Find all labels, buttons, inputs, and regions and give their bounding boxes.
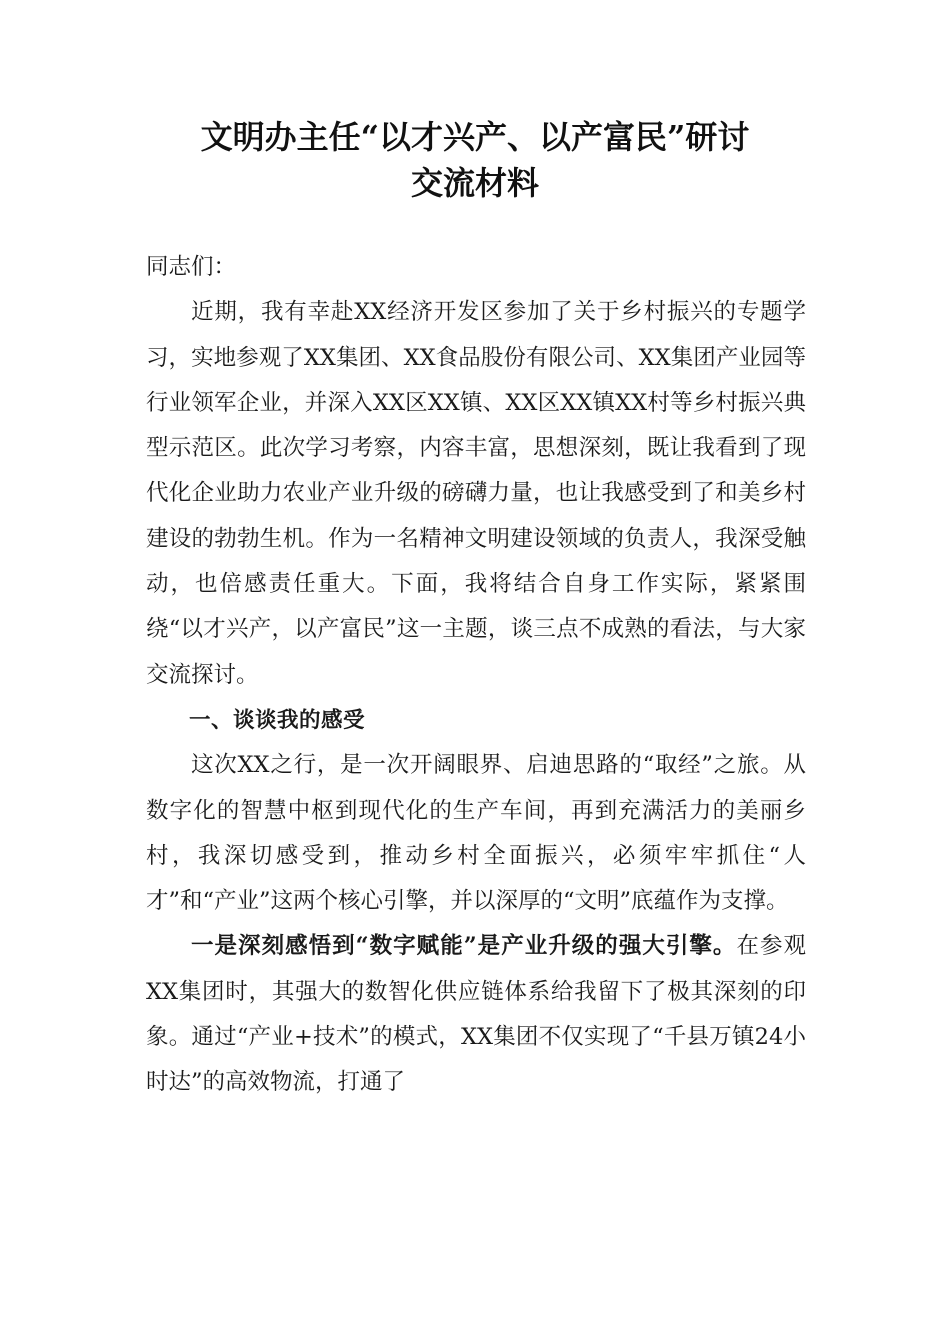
point-1-paragraph	[146, 924, 806, 1105]
salutation: 同志们：	[146, 254, 237, 280]
document-title-line-1: 文明办主任“以才兴产、以产富民”研讨	[200, 118, 750, 156]
intro-paragraph: 近期，我有幸赴XX经济开发区参加了关于乡村振兴的专题学习，实地参观了XX集团、XX食品股份有限公司、XX集团产业园等行业领军企业，并深入XX区XX镇、XX区XX镇XX村等乡村振兴典型示范区。此次学习考察，内容丰富，思想深刻，既让我看到了现代化企业助力农业产业升级的磅礴力量，也让我感受到了和美乡村建设的勃勃生机。作为一名精神文明建设领域的负责人，我深受触动，也倍感责任重大。下面，我将结合自身工作实际，紧紧围绕“以才兴产，以产富民”这一主题，谈三点不成熟的看法，与大家交流探讨。	[146, 299, 806, 688]
point-1-body: 在参观XX集团时，其强大的数智化供应链体系给我留下了极其深刻的印象。通过“产业+技术”的模式，XX集团不仅实现了“千县万镇24小时达”的高效物流，打通了	[146, 933, 806, 1096]
document-title-line-2: 交流材料	[410, 164, 539, 202]
section-heading-1: 一、谈谈我的感受	[189, 707, 366, 733]
point-1-lead: 一是深刻感悟到“数字赋能”是产业升级的强大引擎。	[191, 933, 737, 960]
document-body	[146, 245, 806, 1106]
section-1-paragraph: 这次XX之行，是一次开阔眼界、启迪思路的“取经”之旅。从数字化的智慧中枢到现代化的生产车间，再到充满活力的美丽乡村，我深切感受到，推动乡村全面振兴，必须牢牢抓住“人才”和“产业”这两个核心引擎，并以深厚的“文明”底蕴作为支撑。	[146, 752, 806, 915]
